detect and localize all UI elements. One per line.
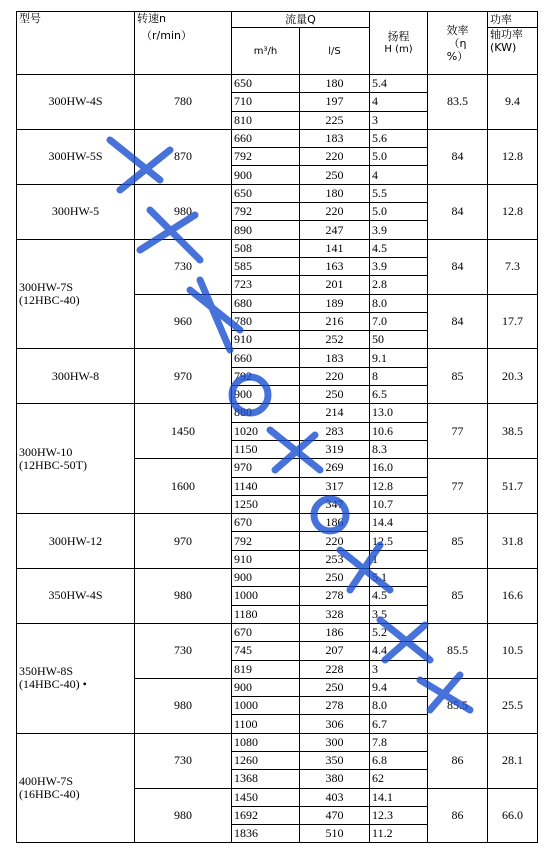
model-line: (14HBC-40) • bbox=[19, 677, 87, 692]
header-speed bbox=[135, 12, 232, 75]
table-row bbox=[17, 75, 538, 93]
speed-cell: 980 bbox=[135, 678, 232, 733]
flow-m3h-cell: 1260 bbox=[232, 751, 300, 769]
head-cell: 8.0 bbox=[370, 294, 428, 312]
flow-m3h-cell: 900 bbox=[232, 166, 300, 184]
table-container bbox=[16, 11, 538, 843]
head-cell: 13.0 bbox=[370, 404, 428, 422]
flow-ls-cell: 220 bbox=[300, 532, 370, 550]
flow-m3h-cell: 1450 bbox=[232, 788, 300, 806]
head-cell: 5.5 bbox=[370, 184, 428, 202]
head-cell: 5.6 bbox=[370, 129, 428, 147]
speed-cell: 980 bbox=[135, 184, 232, 239]
power-cell: 10.5 bbox=[488, 623, 538, 678]
flow-ls-cell: 197 bbox=[300, 93, 370, 111]
flow-m3h-cell: 1836 bbox=[232, 825, 300, 843]
head-cell: 12.3 bbox=[370, 806, 428, 824]
head-cell: 5.0 bbox=[370, 203, 428, 221]
head-cell: 4 bbox=[370, 166, 428, 184]
flow-ls-cell: 283 bbox=[300, 422, 370, 440]
flow-ls-cell: 180 bbox=[300, 75, 370, 93]
header-power-shaft: 轴功率 bbox=[490, 28, 524, 41]
flow-ls-cell: 189 bbox=[300, 294, 370, 312]
power-cell: 25.5 bbox=[488, 678, 538, 733]
header-speed-unit: （r/min） bbox=[141, 29, 192, 42]
flow-m3h-cell: 792 bbox=[232, 367, 300, 385]
flow-ls-cell: 252 bbox=[300, 331, 370, 349]
flow-ls-cell: 216 bbox=[300, 312, 370, 330]
head-cell: 12.8 bbox=[370, 477, 428, 495]
flow-m3h-cell: 970 bbox=[232, 459, 300, 477]
power-cell: 38.5 bbox=[488, 404, 538, 459]
header-model: 型号 bbox=[17, 12, 135, 75]
table-row bbox=[17, 514, 538, 532]
power-cell: 66.0 bbox=[488, 788, 538, 843]
head-cell: 8.0 bbox=[370, 697, 428, 715]
model-line: 300HW-12 bbox=[48, 533, 103, 548]
efficiency-cell: 84 bbox=[428, 239, 488, 294]
flow-ls-cell: 186 bbox=[300, 623, 370, 641]
head-cell: 8 bbox=[370, 367, 428, 385]
head-cell: 6.5 bbox=[370, 386, 428, 404]
head-cell: 7.8 bbox=[370, 733, 428, 751]
head-cell: 5.1 bbox=[370, 569, 428, 587]
speed-cell: 730 bbox=[135, 623, 232, 678]
efficiency-cell: 85 bbox=[428, 349, 488, 404]
power-cell: 9.4 bbox=[488, 75, 538, 130]
efficiency-cell: 83.5 bbox=[428, 75, 488, 130]
head-cell: 9.4 bbox=[370, 678, 428, 696]
flow-ls-cell: 220 bbox=[300, 367, 370, 385]
model-cell bbox=[17, 129, 135, 184]
flow-ls-cell: 163 bbox=[300, 257, 370, 275]
flow-m3h-cell: 660 bbox=[232, 349, 300, 367]
flow-ls-cell: 306 bbox=[300, 715, 370, 733]
head-cell: 14.4 bbox=[370, 514, 428, 532]
flow-ls-cell: 250 bbox=[300, 678, 370, 696]
flow-ls-cell: 201 bbox=[300, 276, 370, 294]
table-row bbox=[17, 349, 538, 367]
flow-m3h-cell: 890 bbox=[232, 221, 300, 239]
flow-ls-cell: 328 bbox=[300, 605, 370, 623]
flow-m3h-cell: 650 bbox=[232, 75, 300, 93]
speed-cell: 1450 bbox=[135, 404, 232, 459]
speed-cell: 730 bbox=[135, 733, 232, 788]
power-cell: 51.7 bbox=[488, 459, 538, 514]
head-cell: 4.4 bbox=[370, 642, 428, 660]
flow-ls-cell: 347 bbox=[300, 495, 370, 513]
head-cell: 3.9 bbox=[370, 221, 428, 239]
flow-m3h-cell: 1140 bbox=[232, 477, 300, 495]
model-line: 350HW-4S bbox=[48, 588, 103, 603]
head-cell: 4 bbox=[370, 93, 428, 111]
flow-m3h-cell: 910 bbox=[232, 331, 300, 349]
flow-m3h-cell: 1368 bbox=[232, 770, 300, 788]
flow-m3h-cell: 680 bbox=[232, 294, 300, 312]
flow-ls-cell: 207 bbox=[300, 642, 370, 660]
model-line: 300HW-7S bbox=[19, 280, 73, 295]
head-cell: 11.2 bbox=[370, 825, 428, 843]
flow-ls-cell: 300 bbox=[300, 733, 370, 751]
flow-ls-cell: 220 bbox=[300, 203, 370, 221]
flow-m3h-cell: 710 bbox=[232, 93, 300, 111]
power-cell: 16.6 bbox=[488, 569, 538, 624]
flow-ls-cell: 220 bbox=[300, 148, 370, 166]
efficiency-cell: 85.5 bbox=[428, 678, 488, 733]
header-eff-unit1: （η bbox=[448, 36, 467, 50]
model-line: 300HW-4S bbox=[48, 94, 103, 109]
head-cell: 7.0 bbox=[370, 312, 428, 330]
power-cell: 12.8 bbox=[488, 129, 538, 184]
head-cell: 5.4 bbox=[370, 75, 428, 93]
power-cell: 17.7 bbox=[488, 294, 538, 349]
model-cell bbox=[17, 404, 135, 514]
power-cell: 31.8 bbox=[488, 514, 538, 569]
flow-m3h-cell: 1000 bbox=[232, 587, 300, 605]
model-cell bbox=[17, 184, 135, 239]
efficiency-cell: 85.5 bbox=[428, 623, 488, 678]
head-cell: 50 bbox=[370, 331, 428, 349]
flow-m3h-cell: 910 bbox=[232, 550, 300, 568]
flow-ls-cell: 247 bbox=[300, 221, 370, 239]
head-cell: 6.7 bbox=[370, 715, 428, 733]
head-cell: 4.5 bbox=[370, 239, 428, 257]
flow-m3h-cell: 810 bbox=[232, 111, 300, 129]
flow-m3h-cell: 1080 bbox=[232, 733, 300, 751]
model-cell bbox=[17, 239, 135, 349]
header-eff-unit2: %） bbox=[446, 49, 469, 63]
model-cell bbox=[17, 623, 135, 733]
flow-ls-cell: 317 bbox=[300, 477, 370, 495]
efficiency-cell: 86 bbox=[428, 788, 488, 843]
model-line: 300HW-10 bbox=[19, 444, 73, 459]
flow-m3h-cell: 819 bbox=[232, 660, 300, 678]
head-cell: 1 bbox=[370, 550, 428, 568]
efficiency-cell: 77 bbox=[428, 404, 488, 459]
flow-m3h-cell: 1150 bbox=[232, 440, 300, 458]
flow-ls-cell: 253 bbox=[300, 550, 370, 568]
head-cell: 10.7 bbox=[370, 495, 428, 513]
pump-spec-table bbox=[16, 11, 538, 843]
speed-cell: 980 bbox=[135, 788, 232, 843]
flow-m3h-cell: 792 bbox=[232, 532, 300, 550]
header-eff bbox=[428, 12, 488, 75]
flow-ls-cell: 183 bbox=[300, 129, 370, 147]
head-cell: 9.1 bbox=[370, 349, 428, 367]
flow-m3h-cell: 792 bbox=[232, 203, 300, 221]
flow-ls-cell: 186 bbox=[300, 514, 370, 532]
table-row bbox=[17, 733, 538, 751]
flow-m3h-cell: 792 bbox=[232, 148, 300, 166]
flow-ls-cell: 269 bbox=[300, 459, 370, 477]
flow-m3h-cell: 670 bbox=[232, 514, 300, 532]
flow-ls-cell: 250 bbox=[300, 569, 370, 587]
efficiency-cell: 85 bbox=[428, 569, 488, 624]
head-cell: 14.1 bbox=[370, 788, 428, 806]
header-power-sub bbox=[488, 28, 538, 75]
table-row bbox=[17, 239, 538, 257]
speed-cell: 970 bbox=[135, 349, 232, 404]
flow-ls-cell: 214 bbox=[300, 404, 370, 422]
flow-m3h-cell: 585 bbox=[232, 257, 300, 275]
head-cell: 3.9 bbox=[370, 257, 428, 275]
flow-ls-cell: 278 bbox=[300, 697, 370, 715]
flow-m3h-cell: 900 bbox=[232, 569, 300, 587]
header-power: 功率 bbox=[488, 12, 538, 28]
flow-m3h-cell: 745 bbox=[232, 642, 300, 660]
flow-m3h-cell: 1000 bbox=[232, 697, 300, 715]
model-line: 400HW-7S bbox=[19, 774, 73, 789]
flow-m3h-cell: 900 bbox=[232, 678, 300, 696]
speed-cell: 870 bbox=[135, 129, 232, 184]
speed-cell: 970 bbox=[135, 514, 232, 569]
speed-cell: 780 bbox=[135, 75, 232, 130]
table-row bbox=[17, 184, 538, 202]
header-flow-m3h: m³/h bbox=[232, 28, 300, 75]
model-line: 300HW-5S bbox=[48, 149, 103, 164]
head-cell: 8.3 bbox=[370, 440, 428, 458]
header-power-unit: (KW) bbox=[490, 41, 517, 54]
power-cell: 7.3 bbox=[488, 239, 538, 294]
efficiency-cell: 84 bbox=[428, 294, 488, 349]
flow-ls-cell: 319 bbox=[300, 440, 370, 458]
power-cell: 28.1 bbox=[488, 733, 538, 788]
flow-m3h-cell: 1100 bbox=[232, 715, 300, 733]
head-cell: 3 bbox=[370, 111, 428, 129]
flow-ls-cell: 350 bbox=[300, 751, 370, 769]
header-speed-label: 转速n bbox=[137, 12, 166, 25]
head-cell: 2.8 bbox=[370, 276, 428, 294]
flow-ls-cell: 403 bbox=[300, 788, 370, 806]
table-row bbox=[17, 569, 538, 587]
efficiency-cell: 84 bbox=[428, 129, 488, 184]
head-cell: 3 bbox=[370, 660, 428, 678]
table-row bbox=[17, 404, 538, 422]
flow-m3h-cell: 670 bbox=[232, 623, 300, 641]
flow-m3h-cell: 1020 bbox=[232, 422, 300, 440]
flow-m3h-cell: 880 bbox=[232, 404, 300, 422]
model-cell bbox=[17, 75, 135, 130]
efficiency-cell: 77 bbox=[428, 459, 488, 514]
flow-m3h-cell: 660 bbox=[232, 129, 300, 147]
efficiency-cell: 86 bbox=[428, 733, 488, 788]
flow-m3h-cell: 508 bbox=[232, 239, 300, 257]
table-row bbox=[17, 623, 538, 641]
header-head-unit: H (m) bbox=[384, 44, 413, 55]
head-cell: 5.0 bbox=[370, 148, 428, 166]
model-line: (12HBC-40) bbox=[19, 293, 80, 308]
head-cell: 4.5 bbox=[370, 587, 428, 605]
model-cell bbox=[17, 349, 135, 404]
flow-ls-cell: 183 bbox=[300, 349, 370, 367]
model-line: 300HW-5 bbox=[51, 204, 100, 219]
flow-ls-cell: 278 bbox=[300, 587, 370, 605]
speed-cell: 980 bbox=[135, 569, 232, 624]
flow-ls-cell: 141 bbox=[300, 239, 370, 257]
flow-m3h-cell: 1180 bbox=[232, 605, 300, 623]
header-eff-label: 效率 bbox=[446, 23, 469, 37]
model-line: 300HW-8 bbox=[51, 368, 100, 383]
efficiency-cell: 84 bbox=[428, 184, 488, 239]
model-line: (12HBC-50T) bbox=[19, 457, 87, 472]
flow-m3h-cell: 780 bbox=[232, 312, 300, 330]
head-cell: 12.5 bbox=[370, 532, 428, 550]
head-cell: 3.5 bbox=[370, 605, 428, 623]
head-cell: 16.0 bbox=[370, 459, 428, 477]
speed-cell: 960 bbox=[135, 294, 232, 349]
head-cell: 5.2 bbox=[370, 623, 428, 641]
flow-m3h-cell: 900 bbox=[232, 386, 300, 404]
flow-ls-cell: 250 bbox=[300, 386, 370, 404]
flow-m3h-cell: 1692 bbox=[232, 806, 300, 824]
flow-ls-cell: 470 bbox=[300, 806, 370, 824]
flow-m3h-cell: 650 bbox=[232, 184, 300, 202]
flow-m3h-cell: 723 bbox=[232, 276, 300, 294]
efficiency-cell: 85 bbox=[428, 514, 488, 569]
header-flow-ls: l/S bbox=[300, 28, 370, 75]
flow-ls-cell: 380 bbox=[300, 770, 370, 788]
model-cell bbox=[17, 514, 135, 569]
speed-cell: 1600 bbox=[135, 459, 232, 514]
model-line: 350HW-8S bbox=[19, 664, 73, 679]
power-cell: 12.8 bbox=[488, 184, 538, 239]
model-line: (16HBC-40) bbox=[19, 787, 80, 802]
power-cell: 20.3 bbox=[488, 349, 538, 404]
model-cell bbox=[17, 733, 135, 843]
flow-ls-cell: 180 bbox=[300, 184, 370, 202]
table-row bbox=[17, 129, 538, 147]
header-flow: 流量Q bbox=[232, 12, 370, 28]
head-cell: 6.8 bbox=[370, 751, 428, 769]
flow-m3h-cell: 1250 bbox=[232, 495, 300, 513]
header-head-label: 扬程 bbox=[387, 30, 410, 43]
flow-ls-cell: 250 bbox=[300, 166, 370, 184]
speed-cell: 730 bbox=[135, 239, 232, 294]
header-head bbox=[370, 12, 428, 75]
flow-ls-cell: 510 bbox=[300, 825, 370, 843]
flow-ls-cell: 225 bbox=[300, 111, 370, 129]
model-cell bbox=[17, 569, 135, 624]
head-cell: 62 bbox=[370, 770, 428, 788]
head-cell: 10.6 bbox=[370, 422, 428, 440]
flow-ls-cell: 228 bbox=[300, 660, 370, 678]
